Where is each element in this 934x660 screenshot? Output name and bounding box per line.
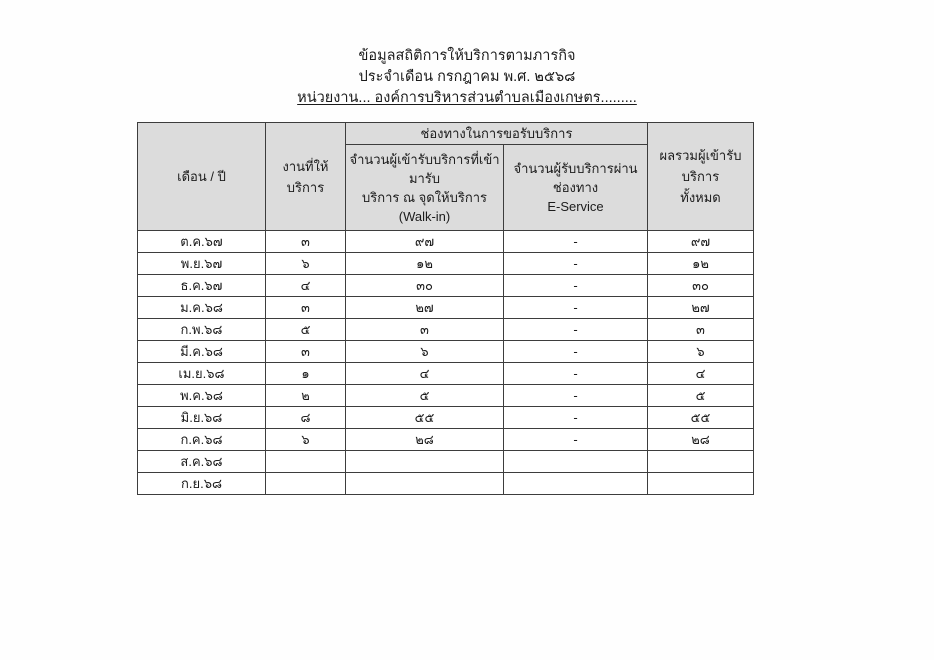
service-count-cell: ๑ (266, 363, 346, 385)
document-title-block (0, 46, 934, 109)
channel-group-header: ช่องทางในการขอรับบริการ (346, 123, 648, 145)
table-row (138, 341, 754, 363)
month-cell: ก.ค.๖๘ (138, 429, 266, 451)
eservice-count-cell: - (504, 341, 648, 363)
walkin-count-cell: ๙๗ (346, 231, 504, 253)
service-statistics-table (137, 122, 754, 495)
walkin-count-cell: ๒๘ (346, 429, 504, 451)
eservice-header-line1: จำนวนผู้รับบริการผ่านช่องทาง (513, 161, 638, 195)
walkin-count-cell: ๑๒ (346, 253, 504, 275)
eservice-count-cell: - (504, 231, 648, 253)
service-column-header: งานที่ให้บริการ (266, 123, 346, 231)
month-cell: มิ.ย.๖๘ (138, 407, 266, 429)
service-count-cell: ๖ (266, 429, 346, 451)
table-row (138, 297, 754, 319)
month-cell: ก.ย.๖๘ (138, 473, 266, 495)
total-count-cell: ๔ (648, 363, 754, 385)
table-row (138, 231, 754, 253)
eservice-count-cell: - (504, 275, 648, 297)
table-row (138, 385, 754, 407)
month-cell: ส.ค.๖๘ (138, 451, 266, 473)
total-count-cell: ๑๒ (648, 253, 754, 275)
table-row (138, 275, 754, 297)
month-cell: ต.ค.๖๗ (138, 231, 266, 253)
table-row (138, 451, 754, 473)
total-count-cell: ๒๘ (648, 429, 754, 451)
month-cell: พ.ย.๖๗ (138, 253, 266, 275)
month-cell: เม.ย.๖๘ (138, 363, 266, 385)
eservice-column-header (504, 145, 648, 231)
total-count-cell: ๕ (648, 385, 754, 407)
service-count-cell (266, 473, 346, 495)
total-count-cell: ๒๗ (648, 297, 754, 319)
service-count-cell: ๓ (266, 297, 346, 319)
table-row (138, 407, 754, 429)
eservice-count-cell (504, 451, 648, 473)
walkin-count-cell (346, 451, 504, 473)
month-cell: พ.ค.๖๘ (138, 385, 266, 407)
table-row (138, 429, 754, 451)
walkin-header-line3: (Walk-in) (398, 208, 451, 224)
month-cell: มี.ค.๖๘ (138, 341, 266, 363)
table-body (138, 231, 754, 495)
month-cell: ก.พ.๖๘ (138, 319, 266, 341)
eservice-count-cell: - (504, 363, 648, 385)
total-count-cell (648, 473, 754, 495)
service-count-cell: ๘ (266, 407, 346, 429)
walkin-count-cell: ๒๗ (346, 297, 504, 319)
eservice-count-cell: - (504, 385, 648, 407)
walkin-count-cell: ๓ (346, 319, 504, 341)
eservice-count-cell: - (504, 253, 648, 275)
eservice-count-cell: - (504, 319, 648, 341)
total-count-cell (648, 451, 754, 473)
table-row (138, 253, 754, 275)
total-header-line1: ผลรวมผู้เข้ารับบริการ (659, 148, 742, 184)
walkin-count-cell: ๕๕ (346, 407, 504, 429)
document-unit-name: หน่วยงาน... องค์การบริหารส่วนตำบลเมืองเกษตร......... (297, 90, 637, 106)
total-count-cell: ๖ (648, 341, 754, 363)
table-row (138, 363, 754, 385)
walkin-header-line1: จำนวนผู้เข้ารับบริการที่เข้ามารับ (349, 151, 500, 186)
document-subtitle-month: ประจำเดือน กรกฎาคม พ.ศ. ๒๕๖๘ (358, 69, 576, 85)
eservice-count-cell (504, 473, 648, 495)
service-count-cell: ๓ (266, 231, 346, 253)
total-count-cell: ๓๐ (648, 275, 754, 297)
total-header-line2: ทั้งหมด (680, 190, 721, 205)
eservice-count-cell: - (504, 297, 648, 319)
total-count-cell: ๓ (648, 319, 754, 341)
table-row (138, 319, 754, 341)
service-count-cell: ๓ (266, 341, 346, 363)
total-column-header (648, 123, 754, 231)
month-cell: ธ.ค.๖๗ (138, 275, 266, 297)
walkin-column-header (346, 145, 504, 231)
eservice-header-line2: E-Service (547, 199, 604, 214)
service-count-cell: ๖ (266, 253, 346, 275)
walkin-count-cell (346, 473, 504, 495)
walkin-count-cell: ๖ (346, 341, 504, 363)
walkin-count-cell: ๕ (346, 385, 504, 407)
table-header (138, 123, 754, 231)
header-group-row (138, 123, 754, 145)
table-row (138, 473, 754, 495)
total-count-cell: ๙๗ (648, 231, 754, 253)
service-count-cell (266, 451, 346, 473)
month-column-header: เดือน / ปี (138, 123, 266, 231)
service-count-cell: ๕ (266, 319, 346, 341)
service-count-cell: ๒ (266, 385, 346, 407)
walkin-header-line2: บริการ ณ จุดให้บริการ (361, 189, 488, 205)
eservice-count-cell: - (504, 429, 648, 451)
total-count-cell: ๕๕ (648, 407, 754, 429)
month-cell: ม.ค.๖๘ (138, 297, 266, 319)
walkin-count-cell: ๔ (346, 363, 504, 385)
service-count-cell: ๔ (266, 275, 346, 297)
document-title: ข้อมูลสถิติการให้บริการตามภารกิจ (358, 48, 576, 64)
eservice-count-cell: - (504, 407, 648, 429)
walkin-count-cell: ๓๐ (346, 275, 504, 297)
